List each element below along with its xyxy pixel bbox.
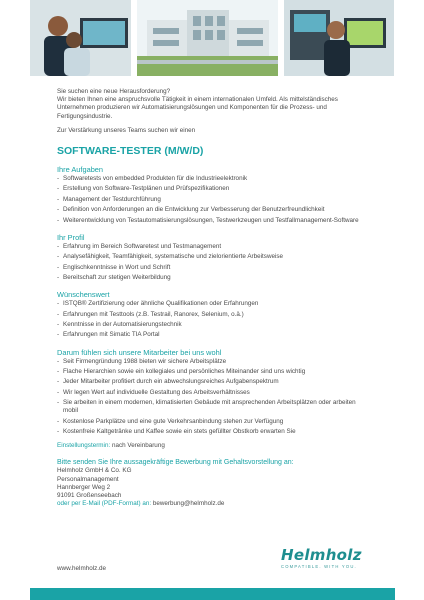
postal-address [57,467,367,500]
start-date [57,442,367,450]
list-item: - Seit Firmengründung 1988 bieten wir sichere Arbeitsplätze [57,358,367,366]
helmholz-logo [281,547,367,573]
list-item: - Erstellung von Software-Testplänen und Prüfspezifikationen [57,185,367,193]
list-item: - Kostenfreie Kaltgetränke und Kaffee sowie ein stets gefüllter Obstkorb erwarten Sie [57,428,367,436]
list-item: - Englischkenntnisse in Wort und Schrift [57,264,367,272]
list-item: - Softwaretests von embedded Produkten für die Industrieelektronik [57,175,367,183]
start-date-label: Einstellungstermin: [57,442,111,450]
address-line: Personalmanagement [57,475,119,483]
section-benefits [57,348,367,437]
address-line: Hannberger Weg 2 [57,483,111,491]
intro-question: Sie suchen eine neue Herausforderung? [57,88,171,95]
list-item: - Kostenlose Parkplätze und eine gute Verkehrsanbindung stehen zur Verfügung [57,418,367,426]
job-ad-content [57,88,367,509]
job-title: SOFTWARE-TESTER (M/W/D) [57,145,204,158]
section-heading: Ihre Aufgaben [57,165,104,175]
website-link[interactable]: www.helmholz.de [57,565,106,572]
list-item: - Jeder Mitarbeiter profitiert durch ein abwechslungsreiches Aufgabenspektrum [57,378,367,386]
list-item: - Definition von Anforderungen an die Entwicklung zur Verbesserung der Benutzerfreundlichkeit [57,206,367,214]
intro-text: Wir bieten Ihnen eine anspruchsvolle Tätigkeit in einem internationalen Umfeld. Als mittelständisches Unternehmen produzieren wir Automatisierungslösungen und Komponenten für die Prozess- und Fertigungsindustrie. [57,96,338,120]
email-link[interactable]: bewerbung@helmholz.de [151,500,225,508]
email-label: oder per E-Mail (PDF-Format) an: [57,500,152,508]
section-desirable [57,290,367,339]
list-item: - Weiterentwicklung von Testautomatisierungslösungen, Testwerkzeugen und Testfallmanagement-Software [57,217,367,225]
list-item: - Management der Testdurchführung [57,196,367,204]
address-line: Helmholz GmbH & Co. KG [57,467,132,475]
section-profile [57,233,367,282]
photo-company-building [137,0,278,76]
logo-tagline: COMPATIBLE. WITH YOU. [281,564,357,569]
footer-accent-bar [30,588,395,600]
header-photo-strip [0,0,424,76]
list-item: - Erfahrungen mit Testtools (z.B. Testrail, Ranorex, Selenium, o.ä.) [57,311,367,319]
section-heading: Wünschenswert [57,290,110,300]
logo-wordmark: Helmholz [281,546,362,564]
list-item: - Kenntnisse in der Automatisierungstechnik [57,321,367,329]
intro-team: Zur Verstärkung unseres Teams suchen wir einen [57,126,196,134]
list-item: - Flache Hierarchien sowie ein kollegiales und persönliches Miteinander sind uns wichtig [57,368,367,376]
list-item: - Erfahrung im Bereich Softwaretest und Testmanagement [57,243,367,251]
list-item: - ISTQB® Zertifizierung oder ähnliche Qualifikationen oder Erfahrungen [57,300,367,308]
list-item: - Bereitschaft zur stetigen Weiterbildung [57,274,367,282]
section-heading: Ihr Profil [57,232,85,242]
photo-office-workers [30,0,131,76]
start-date-value: nach Vereinbarung [110,442,165,450]
list-item: - Wir legen Wert auf individuelle Gestaltung des Arbeitsverhältnisses [57,389,367,397]
address-line: 91091 Großenseebach [57,492,122,500]
email-line [57,500,367,508]
photo-lab-engineer [284,0,394,76]
list-item: - Erfahrungen mit Simatic TIA Portal [57,331,367,339]
section-tasks [57,165,367,225]
apply-heading: Bitte senden Sie Ihre aussagekräftige Bewerbung mit Gehaltsvorstellung an: [57,459,294,467]
list-item: - Analysefähigkeit, Teamfähigkeit, systematische und zielorientierte Arbeitsweise [57,253,367,261]
section-heading: Darum fühlen sich unsere Mitarbeiter bei uns wohl [57,347,222,357]
list-item: - Sie arbeiten in einem modernen, klimatisierten Gebäude mit ansprechenden Arbeitsplätzen oder arbeiten mobil [57,399,367,415]
